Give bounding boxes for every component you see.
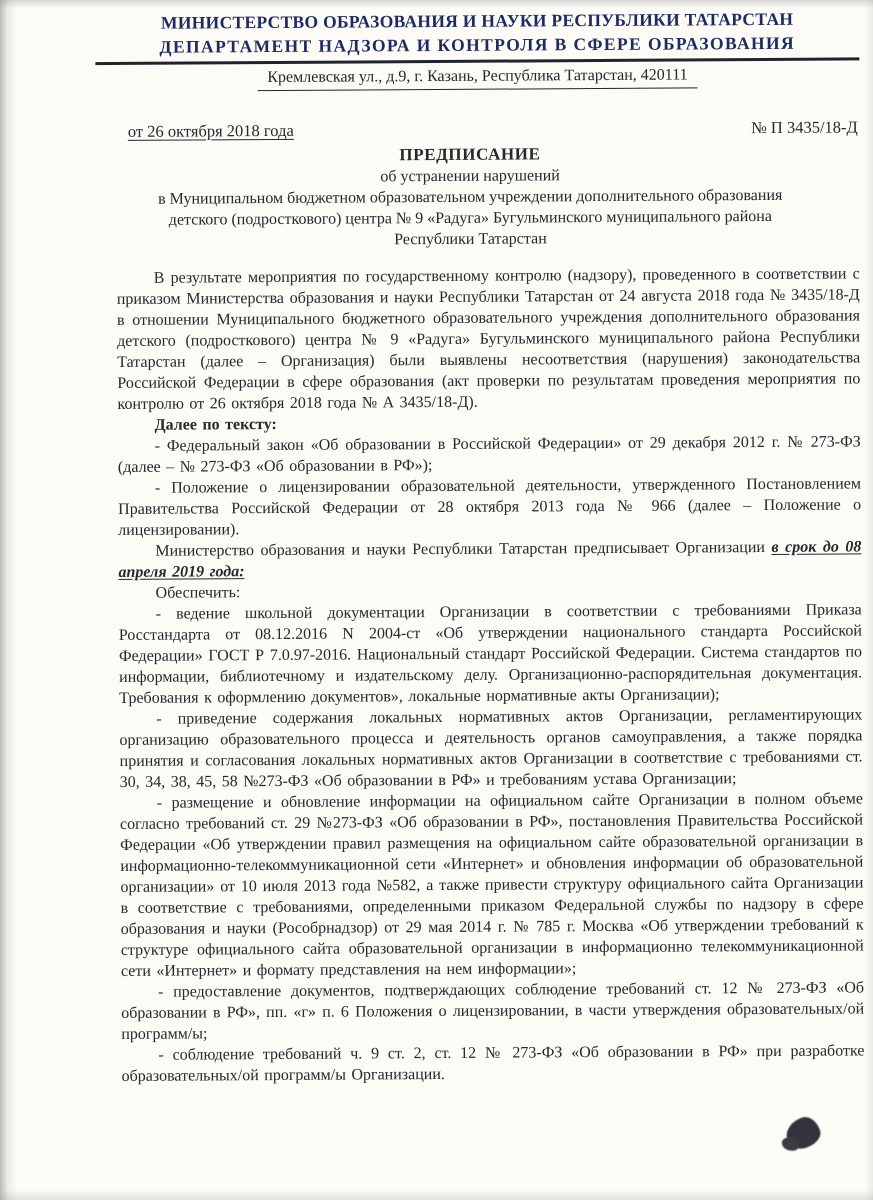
ministry-name: МИНИСТЕРСТВО ОБРАЗОВАНИЯ И НАУКИ РЕСПУБЛИКИ ТАТАРСТАН (160, 8, 794, 33)
paragraph-item-website: - размещение и обновление информации на официальном сайте Организации в полном объеме согласно требований ст. 29 №273-ФЗ «Об образовании в РФ», постановления Правительства Российской Федерации «Об утверждении правил размещения на официальном сайте образовательной организации в информационно-телекоммуникационной сети «Интернет» и обновления информации об образовательной организации» от 10 июля 2013 года №582, а также привести структуру официального сайта Организации в соответствие с требованиями, определенными приказом Федеральной службы по надзору в сфере образования и науки (Рособрнадзор) от 29 мая 2014 г. № 785 г. Москва «Об утверждении требований к структуре официального сайта образовательной организации в информационно телекоммуникационной сети «Интернет» и формату представления на нем информации»; (119, 790, 864, 980)
doc-number: № П 3435/18-Д (750, 117, 858, 138)
doc-title (106, 142, 835, 252)
address-line: Кремлевская ул., д.9, г. Казань, Республика Татарстан, 420111 (257, 64, 697, 91)
paragraph-further-in-text: Далее по тексту: (154, 415, 277, 434)
doc-meta (128, 117, 858, 141)
paragraph-prescription-deadline (118, 536, 861, 583)
title-sub-1: об устранении нарушений (380, 167, 560, 186)
paragraph-item-documents: - предоставление документов, подтверждающих соблюдение требований ст. 12 № 273-ФЗ «Об образовании в РФ», пп. «г» п. 6 Положения о лицензировании, в части утверждения образовательных/ой программ/ы; (121, 979, 865, 1043)
address-wrap (95, 63, 859, 92)
title-sub-2: в Муниципальном бюджетном образовательном учреждении дополнительного образования (157, 186, 783, 208)
paragraph-federal-law: - Федеральный закон «Об образовании в Российской Федерации» от 29 декабря 2012 г. № 273-ФЗ (далее – № 273-ФЗ «Об образовании в РФ»); (117, 433, 861, 476)
title-sub-3: детского (подросткового) центра № 9 «Радуга» Бугульминского муниципального района (168, 207, 772, 229)
paragraph-intro: В результате мероприятия по государственному контролю (надзору), проведенного в соответствии с приказом Министерства образования и науки Республики Татарстан от 24 августа 2018 года № 3435/18-Д в отношении Муниципального бюджетного образовательного учреждения дополнительного образования детского (подросткового) центра № 9 «Радуга» Бугульминского муниципального района Республики Татарстан (далее – Организация) были выявлены несоответствия (нарушения) законодательства Российской Федерации в сфере образования (акт проверки по результатам проведения мероприятия по контролю от 26 октября 2018 года № А 3435/18-Д). (116, 265, 861, 413)
title-main: ПРЕДПИСАНИЕ (399, 144, 541, 165)
paragraph-ensure: Обеспечить: (155, 584, 241, 602)
title-sub-4: Республики Татарстан (394, 230, 547, 249)
paragraph-item-programs: - соблюдение требований ч. 9 ст. 2, ст. 12 № 273-ФЗ «Об образовании в РФ» при разработке образовательных/ой программ/ы Организации. (121, 1042, 865, 1085)
paragraph-item-documentation: - ведение школьной документации Организации в соответствии с требованиями Приказа Росстандарта от 08.12.2016 N 2004-ст «Об утверждении национального стандарта Российской Федерации» ГОСТ Р 7.0.97-2016. Национальный стандарт Российской Федерации. Система стандартов по информации, библиотечному и издательскому делу. Организационно-распорядительная документация. Требования к оформлению документов», локальные нормативные акты Организации); (118, 601, 863, 707)
doc-body (117, 263, 865, 1087)
deadline-emphasis: в срок до 08 апреля 2019 года: (118, 538, 862, 581)
paragraph-item-local-acts: - приведение содержания локальных нормативных актов Организации, регламентирующих организацию образовательного процесса и деятельность органов самоуправления, а также порядка принятия и согласования локальных нормативных актов Организации в соответствие с требованиями ст. 30, 34, 38, 45, 58 №273-ФЗ «Об образовании в РФ» и требованиям устава Организации; (119, 706, 863, 791)
prescription-text: Министерство образования и науки Республики Татарстан предписывает Организации (155, 538, 772, 560)
doc-header (95, 7, 859, 59)
department-name: ДЕПАРТАМЕНТ НАДЗОРА И КОНТРОЛЯ В СФЕРЕ ОБРАЗОВАНИЯ (159, 32, 796, 57)
paragraph-licensing-regulation: - Положение о лицензировании образовательной деятельности, утвержденного Постановлением Правительства Российской Федерации от 28 октября 2013 года № 966 (далее – Положение о лицензировании). (118, 475, 862, 539)
doc-date: от 26 октября 2018 года (127, 120, 294, 141)
